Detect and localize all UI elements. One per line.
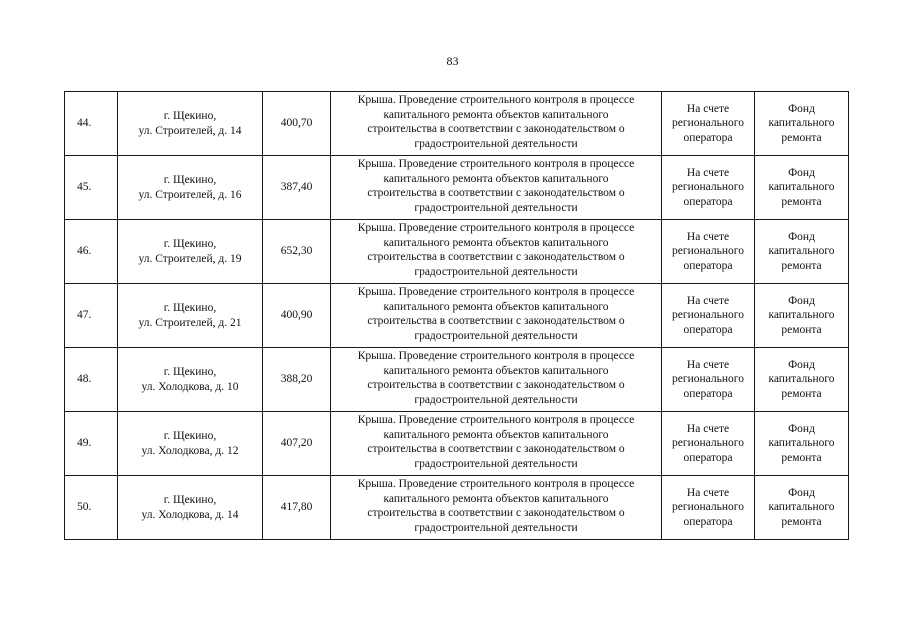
work-description-line: строительства в соответствии с законодательством о (367, 443, 625, 455)
work-description-line: строительства в соответствии с законодательством о (367, 315, 625, 327)
work-description-line: строительства в соответствии с законодательством о (367, 187, 625, 199)
work-description-cell (331, 284, 662, 348)
funding-source-line: ремонта (781, 515, 822, 528)
funding-source-line: Фонд (788, 422, 815, 435)
work-description-line: строительства в соответствии с законодательством о (367, 251, 625, 263)
work-description-line: градостроительной деятельности (414, 457, 578, 470)
address-city: г. Щекино, (163, 238, 217, 250)
funding-method-line: оператора (683, 387, 733, 400)
work-description-line: Крыша. Проведение строительного контроля в процессе (357, 222, 635, 234)
work-description-line: Крыша. Проведение строительного контроля в процессе (357, 286, 635, 298)
funding-source-line: ремонта (781, 323, 822, 336)
address-city: г. Щекино, (163, 110, 217, 122)
work-description-cell (331, 412, 662, 476)
work-description-line: градостроительной деятельности (414, 393, 578, 406)
funding-method-line: регионального (672, 373, 744, 386)
funding-source-cell (755, 156, 849, 220)
funding-method-line: На счете (686, 422, 730, 435)
funding-source-cell (755, 284, 849, 348)
funding-source-line: ремонта (781, 195, 822, 208)
funding-method-line: регионального (672, 501, 744, 514)
address-city: г. Щекино, (163, 430, 217, 442)
address-street: ул. Холодкова, д. 12 (141, 444, 239, 457)
funding-method-cell (662, 476, 755, 540)
row-number-cell: 46. (65, 220, 118, 284)
row-number-cell: 48. (65, 348, 118, 412)
address-city: г. Щекино, (163, 174, 217, 186)
work-description-line: Крыша. Проведение строительного контроля в процессе (357, 414, 635, 426)
funding-method-line: оператора (683, 451, 733, 464)
funding-source-line: Фонд (788, 358, 815, 371)
funding-source-line: Фонд (788, 166, 815, 179)
work-description-line: капитального ремонта объектов капитального (383, 300, 609, 313)
funding-method-line: регионального (672, 309, 744, 322)
address-cell (118, 156, 263, 220)
table-row (65, 220, 849, 284)
work-description-line: градостроительной деятельности (414, 137, 578, 150)
funding-source-line: капитального (768, 181, 835, 194)
area-cell: 417,80 (263, 476, 331, 540)
area-cell: 400,70 (263, 92, 331, 156)
row-number-cell: 44. (65, 92, 118, 156)
funding-method-line: оператора (683, 515, 733, 528)
work-description-cell (331, 348, 662, 412)
address-street: ул. Строителей, д. 21 (138, 316, 242, 329)
address-cell (118, 348, 263, 412)
address-cell (118, 284, 263, 348)
funding-method-line: регионального (672, 117, 744, 130)
area-cell: 652,30 (263, 220, 331, 284)
funding-source-line: Фонд (788, 486, 815, 499)
funding-source-line: капитального (768, 373, 835, 386)
funding-method-cell (662, 92, 755, 156)
funding-source-line: Фонд (788, 230, 815, 243)
funding-source-cell (755, 220, 849, 284)
address-street: ул. Строителей, д. 14 (138, 124, 242, 137)
table-row (65, 348, 849, 412)
funding-source-line: ремонта (781, 131, 822, 144)
table-row (65, 92, 849, 156)
table-row (65, 412, 849, 476)
funding-method-cell (662, 412, 755, 476)
work-description-line: строительства в соответствии с законодательством о (367, 379, 625, 391)
funding-method-cell (662, 220, 755, 284)
funding-source-line: капитального (768, 501, 835, 514)
address-cell (118, 92, 263, 156)
address-city: г. Щекино, (163, 494, 217, 506)
address-street: ул. Холодкова, д. 10 (141, 380, 239, 393)
address-cell (118, 412, 263, 476)
work-description-line: строительства в соответствии с законодательством о (367, 123, 625, 135)
funding-method-line: регионального (672, 181, 744, 194)
funding-method-line: На счете (686, 294, 730, 307)
funding-method-line: оператора (683, 131, 733, 144)
capital-repair-table (64, 91, 849, 540)
page-number: 83 (446, 54, 459, 68)
row-number-cell: 49. (65, 412, 118, 476)
area-cell: 387,40 (263, 156, 331, 220)
row-number-cell: 50. (65, 476, 118, 540)
table-row (65, 284, 849, 348)
funding-source-line: Фонд (788, 102, 815, 115)
funding-method-cell (662, 156, 755, 220)
area-cell: 407,20 (263, 412, 331, 476)
funding-method-line: На счете (686, 486, 730, 499)
work-description-line: градостроительной деятельности (414, 521, 578, 534)
funding-source-line: капитального (768, 437, 835, 450)
funding-source-line: Фонд (788, 294, 815, 307)
work-description-cell (331, 476, 662, 540)
funding-method-line: На счете (686, 102, 730, 115)
work-description-line: капитального ремонта объектов капитального (383, 492, 609, 505)
address-street: ул. Строителей, д. 16 (138, 188, 242, 201)
row-number-cell: 47. (65, 284, 118, 348)
address-cell (118, 476, 263, 540)
work-description-cell (331, 220, 662, 284)
work-description-line: Крыша. Проведение строительного контроля в процессе (357, 158, 635, 170)
work-description-line: градостроительной деятельности (414, 329, 578, 342)
row-number-cell: 45. (65, 156, 118, 220)
table-row (65, 156, 849, 220)
work-description-line: Крыша. Проведение строительного контроля в процессе (357, 94, 635, 106)
funding-method-cell (662, 348, 755, 412)
area-cell: 388,20 (263, 348, 331, 412)
funding-source-line: капитального (768, 117, 835, 130)
work-description-line: капитального ремонта объектов капитального (383, 172, 609, 185)
area-cell: 400,90 (263, 284, 331, 348)
funding-method-line: оператора (683, 259, 733, 272)
funding-method-line: регионального (672, 245, 744, 258)
funding-source-line: капитального (768, 245, 835, 258)
work-description-line: капитального ремонта объектов капитального (383, 364, 609, 377)
address-cell (118, 220, 263, 284)
funding-method-line: оператора (683, 323, 733, 336)
funding-source-cell (755, 476, 849, 540)
funding-source-cell (755, 412, 849, 476)
funding-method-line: На счете (686, 166, 730, 179)
work-description-line: градостроительной деятельности (414, 265, 578, 278)
funding-source-line: ремонта (781, 259, 822, 272)
work-description-line: градостроительной деятельности (414, 201, 578, 214)
funding-source-cell (755, 92, 849, 156)
work-description-cell (331, 156, 662, 220)
funding-method-line: регионального (672, 437, 744, 450)
work-description-line: Крыша. Проведение строительного контроля в процессе (357, 350, 635, 362)
funding-source-line: ремонта (781, 451, 822, 464)
work-description-line: Крыша. Проведение строительного контроля в процессе (357, 478, 635, 490)
work-description-cell (331, 92, 662, 156)
funding-source-line: капитального (768, 309, 835, 322)
funding-method-line: На счете (686, 230, 730, 243)
funding-source-line: ремонта (781, 387, 822, 400)
table-body (65, 92, 849, 540)
table-row (65, 476, 849, 540)
work-description-line: капитального ремонта объектов капитального (383, 108, 609, 121)
funding-source-cell (755, 348, 849, 412)
address-street: ул. Строителей, д. 19 (138, 252, 242, 265)
address-city: г. Щекино, (163, 302, 217, 314)
work-description-line: капитального ремонта объектов капитального (383, 236, 609, 249)
funding-method-cell (662, 284, 755, 348)
address-city: г. Щекино, (163, 366, 217, 378)
funding-method-line: На счете (686, 358, 730, 371)
work-description-line: строительства в соответствии с законодательством о (367, 507, 625, 519)
funding-method-line: оператора (683, 195, 733, 208)
work-description-line: капитального ремонта объектов капитального (383, 428, 609, 441)
address-street: ул. Холодкова, д. 14 (141, 508, 239, 521)
